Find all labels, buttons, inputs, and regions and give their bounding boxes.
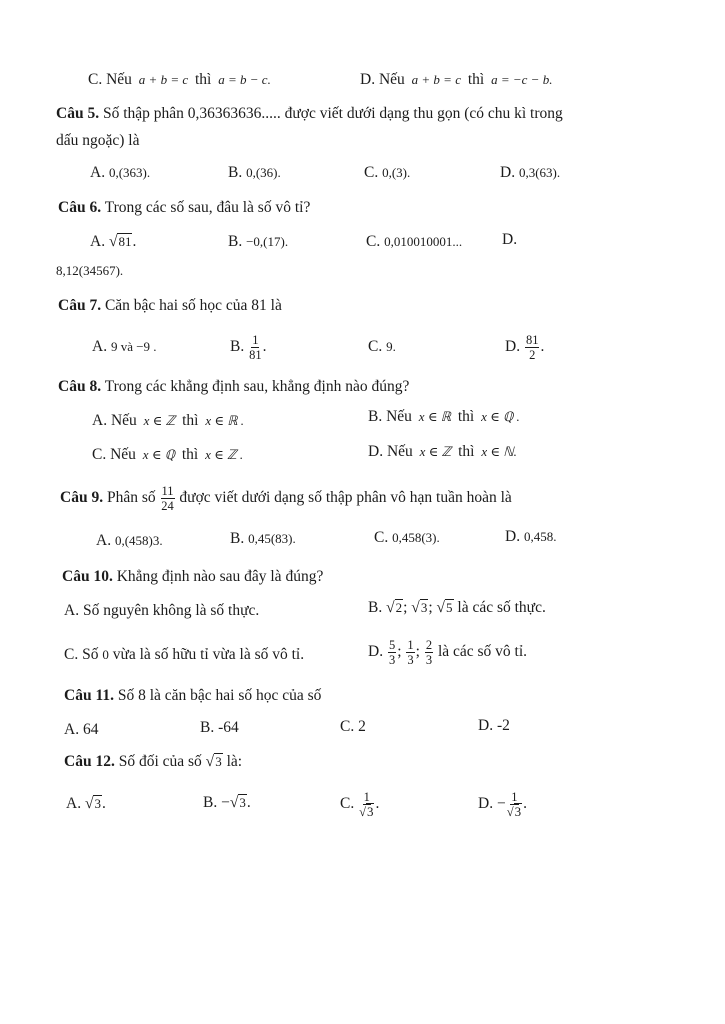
q10-option-a: A. Số nguyên không là số thực.: [64, 602, 260, 619]
fraction: $\frac{1}{81}$: [249, 332, 262, 362]
q8-option-a: A. Nếu x ∈ ℤ thì x ∈ ℝ .: [92, 412, 245, 429]
q12-option-a: A. √3.: [66, 795, 106, 812]
q6-option-b: B. −0,(17).: [228, 233, 289, 250]
q4-option-c: C. Nếu a + b = c thì a = b − c.: [88, 71, 271, 88]
q7-option-a: A. 9 và −9 .: [92, 338, 157, 355]
q5-stem-line2: dấu ngoặc) là: [56, 132, 140, 149]
sqrt-symbol: √3: [84, 795, 101, 812]
q10-option-c: C. Số 0 vừa là số hữu tỉ vừa là số vô tỉ.: [64, 646, 305, 663]
sqrt-symbol: √3: [359, 803, 374, 819]
q6-option-c: C. 0,010010001...: [366, 233, 463, 250]
q7-option-b: B. $\frac{1}{81}$ .: [230, 332, 267, 362]
fraction: $\frac{1}{√3}$: [506, 789, 522, 819]
sqrt-symbol: √2: [386, 599, 403, 616]
q6-option-d-value: 8,12(34567).: [56, 263, 124, 278]
q7-stem: Câu 7. Căn bậc hai số học của 81 là: [58, 297, 282, 314]
q5-option-c: C. 0,(3).: [364, 164, 411, 181]
q9-option-d: D. 0,458.: [505, 528, 557, 545]
sqrt-symbol: √5: [436, 599, 453, 616]
q12-option-c: C. $\frac{1}{√3}$ .: [340, 789, 380, 819]
q9-option-b: B. 0,45(83).: [230, 530, 296, 547]
q5-option-d: D. 0,3(63).: [500, 164, 561, 181]
fraction: $\frac{5}{3}$: [388, 637, 396, 667]
fraction: $\frac{11}{24}$: [161, 483, 174, 513]
q12-option-b: B. −√3.: [203, 794, 251, 811]
q6-option-d-label: D.: [502, 231, 518, 248]
sqrt-symbol: √3: [229, 794, 246, 811]
q7-option-d: D. $\frac{81}{2}$ .: [505, 332, 545, 362]
q8-option-c: C. Nếu x ∈ ℚ thì x ∈ ℤ .: [92, 446, 244, 463]
sqrt-symbol: √81: [108, 233, 132, 250]
q6-stem: Câu 6. Trong các số sau, đâu là số vô tỉ?: [58, 199, 311, 216]
sqrt-symbol: √3: [506, 803, 522, 819]
q11-option-c: C. 2: [340, 718, 366, 735]
q5-option-b: B. 0,(36).: [228, 164, 281, 181]
q6-option-a: A. √81.: [90, 233, 137, 250]
q9-option-a: A. 0,(458)3.: [96, 532, 163, 549]
q8-stem: Câu 8. Trong các khẳng định sau, khẳng định nào đúng?: [58, 378, 410, 395]
sqrt-symbol: √3: [205, 753, 222, 770]
fraction: $\frac{81}{2}$: [525, 332, 539, 362]
q8-option-b: B. Nếu x ∈ ℝ thì x ∈ ℚ .: [368, 408, 520, 425]
fraction: $\frac{2}{3}$: [425, 637, 433, 667]
q8-option-d: D. Nếu x ∈ ℤ thì x ∈ ℕ.: [368, 443, 517, 460]
q11-option-b: B. -64: [200, 719, 239, 736]
q7-option-c: C. 9.: [368, 338, 396, 355]
q5-option-a: A. 0,(363).: [90, 164, 151, 181]
q9-stem: Câu 9. Phân số $\frac{11}{24}$ được viết dưới dạng số thập phân vô hạn tuần hoàn là: [60, 483, 512, 513]
q11-stem: Câu 11. Số 8 là căn bậc hai số học của số: [64, 687, 322, 704]
q11-option-a: A. 64: [64, 721, 99, 738]
q11-option-d: D. -2: [478, 717, 510, 734]
q10-option-d: D. $\frac{5}{3}$ ; $\frac{1}{3}$ ; $\frac{2}{3}$ là các số vô tỉ.: [368, 637, 528, 667]
q12-stem: Câu 12. Số đối của số √3 là:: [64, 753, 243, 770]
q12-option-d: D. − $\frac{1}{√3}$ .: [478, 789, 527, 819]
fraction: $\frac{1}{√3}$: [359, 789, 374, 819]
sqrt-symbol: √3: [411, 599, 428, 616]
q9-option-c: C. 0,458(3).: [374, 529, 440, 546]
q10-stem: Câu 10. Khẳng định nào sau đây là đúng?: [62, 568, 324, 585]
q5-stem-line1: Câu 5. Số thập phân 0,36363636..... được viết dưới dạng thu gọn (có chu kì trong: [56, 105, 563, 122]
fraction: $\frac{1}{3}$: [407, 637, 414, 667]
q4-option-d: D. Nếu a + b = c thì a = −c − b.: [360, 71, 553, 88]
q10-option-b: B. √2; √3; √5 là các số thực.: [368, 599, 546, 616]
